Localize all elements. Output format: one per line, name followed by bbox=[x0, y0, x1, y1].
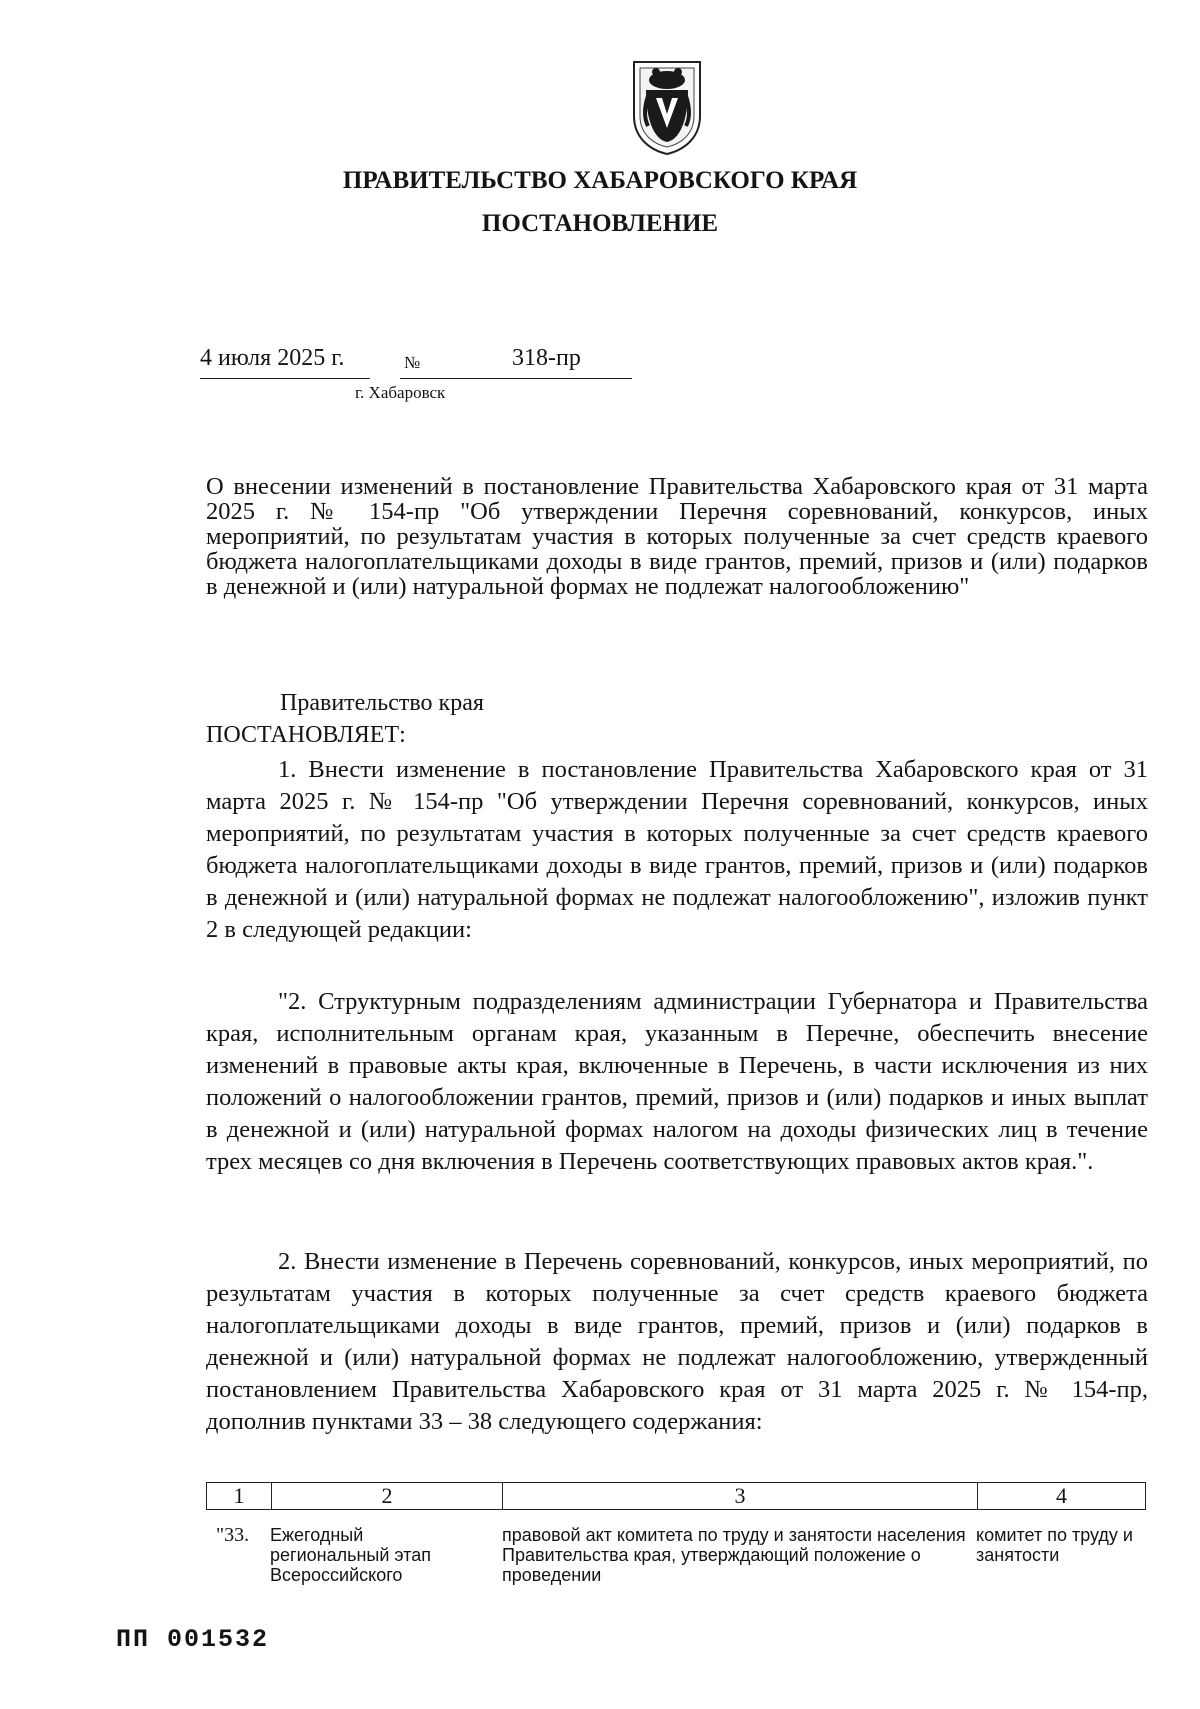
document-date: 4 июля 2025 г. bbox=[200, 345, 345, 371]
date-underline bbox=[200, 378, 370, 379]
row-body: комитет по труду и занятости bbox=[976, 1525, 1133, 1565]
row-act: правовой акт комитета по труду и занятости населения Правительства края, утверждающий положение о проведении bbox=[502, 1525, 966, 1585]
table-header-cell: 4 bbox=[978, 1483, 1146, 1510]
paragraph-1: 1. Внести изменение в постановление Правительства Хабаровского края от 31 марта 2025 г. № 154-пр "Об утверждении Перечня соревнований, конкурсов, иных мероприятий, по результатам участия в которых полученные за счет средств краевого бюджета налогоплательщиками доходы в виде грантов, премий, призов и (или) подарков в денежной и (или) натуральной формах не подлежат налогообложению", изложив пункт 2 в следующей редакции: bbox=[206, 756, 1148, 943]
preamble: Правительство края bbox=[280, 690, 484, 716]
table-header-cell: 3 bbox=[503, 1483, 978, 1510]
paragraph-2: "2. Структурным подразделениям администрации Губернатора и Правительства края, исполнительным органам края, указанным в Перечне, обеспечить внесение изменений в правовые акты края, включенные в Перечень, в части исключения из них положений о налогообложении грантов, премий, призов и (или) подарков и иных выплат в денежной и (или) натуральной формах налогом на доходы физических лиц в течение трех месяцев со дня включения в Перечень соответствующих правовых актов края.". bbox=[206, 988, 1148, 1175]
form-code: ПП 001532 bbox=[116, 1625, 270, 1654]
city-name: г. Хабаровск bbox=[355, 383, 446, 402]
paragraph-3: 2. Внести изменение в Перечень соревнований, конкурсов, иных мероприятий, по результатам участия в которых полученные за счет средств краевого бюджета налогоплательщиками доходы в виде грантов, премий, призов и (или) подарков в денежной и (или) натуральной формах не подлежат налогообложению, утвержденный постановлением Правительства Хабаровского края от 31 марта 2025 г. № 154-пр, дополнив пунктами 33 – 38 следующего содержания: bbox=[206, 1248, 1148, 1435]
document-subject: О внесении изменений в постановление Правительства Хабаровского края от 31 марта 2025 г. № 154-пр "Об утверждении Перечня соревнований, конкурсов, иных мероприятий, по результатам участия в которых полученные за счет средств краевого бюджета налогоплательщиками доходы в виде грантов, премий, призов и (или) подарков в денежной и (или) натуральной формах не подлежат налогообложению" bbox=[206, 473, 1148, 600]
coat-of-arms-icon bbox=[626, 56, 708, 156]
decree-word: ПОСТАНОВЛЯЕТ: bbox=[206, 722, 406, 748]
document-type: ПОСТАНОВЛЕНИЕ bbox=[481, 210, 719, 237]
row-number: "33. bbox=[216, 1524, 250, 1546]
table-header-cell: 2 bbox=[272, 1483, 503, 1510]
number-sign: № bbox=[404, 353, 421, 372]
table-header-cell: 1 bbox=[207, 1483, 272, 1510]
table-header bbox=[206, 1482, 1146, 1510]
government-name: ПРАВИТЕЛЬСТВО ХАБАРОВСКОГО КРАЯ bbox=[342, 167, 858, 194]
row-event: Ежегодный региональный этап Всероссийского bbox=[270, 1525, 432, 1585]
document-number: 318-пр bbox=[512, 345, 581, 371]
number-underline bbox=[400, 378, 632, 379]
